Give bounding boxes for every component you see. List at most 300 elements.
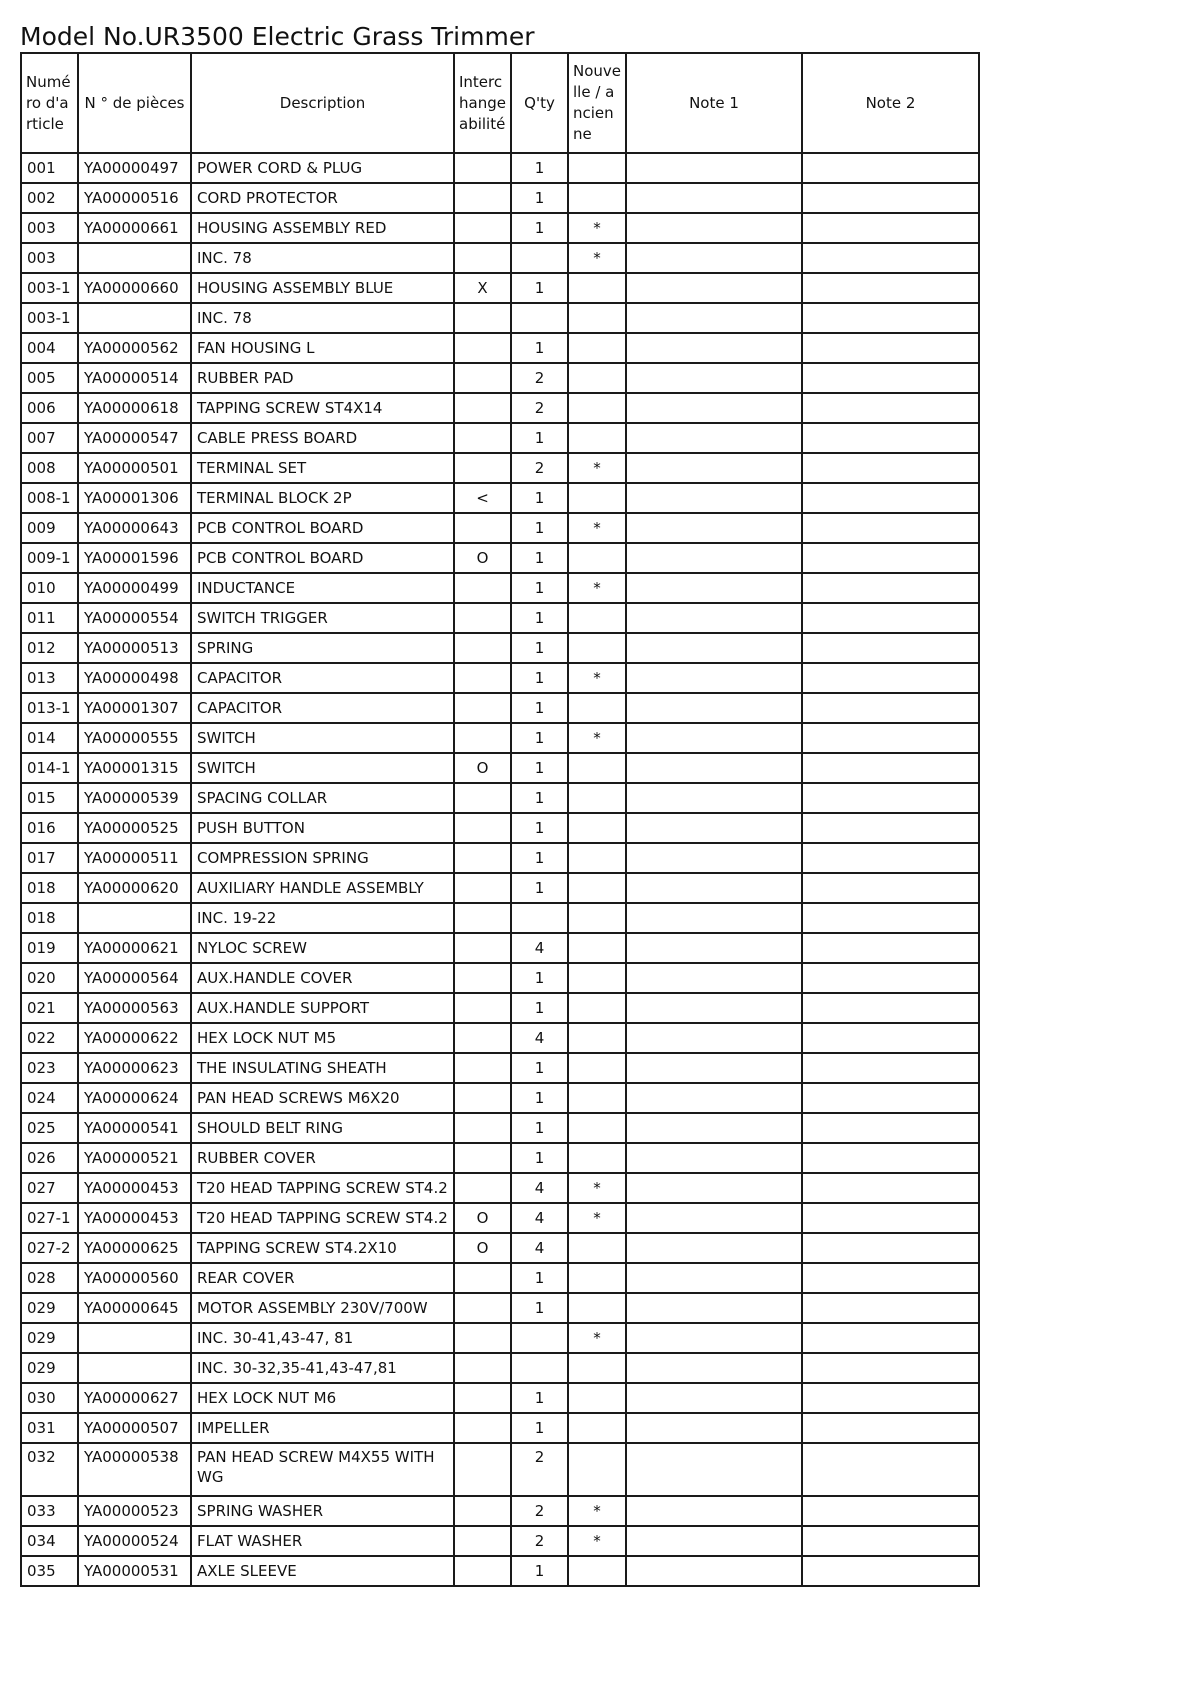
table-row [21, 1023, 979, 1053]
header-interchangeability: Interchangeabilité [454, 53, 511, 153]
cell-interchangeability [454, 993, 511, 1023]
cell-interchangeability [454, 153, 511, 183]
cell-item-number: 025 [21, 1113, 78, 1143]
cell-quantity: 1 [511, 963, 568, 993]
cell-part-number: YA00000643 [78, 513, 191, 543]
table-row [21, 1173, 979, 1203]
cell-note-1 [626, 753, 802, 783]
cell-new-old: * [568, 573, 626, 603]
cell-quantity [511, 903, 568, 933]
cell-new-old: * [568, 1526, 626, 1556]
cell-note-1 [626, 1353, 802, 1383]
cell-note-1 [626, 1203, 802, 1233]
cell-quantity: 4 [511, 1203, 568, 1233]
table-row [21, 1203, 979, 1233]
cell-note-1 [626, 363, 802, 393]
cell-note-1 [626, 303, 802, 333]
cell-part-number: YA00000562 [78, 333, 191, 363]
table-row [21, 363, 979, 393]
cell-part-number: YA00000513 [78, 633, 191, 663]
cell-description: TAPPING SCREW ST4X14 [191, 393, 454, 423]
cell-interchangeability [454, 873, 511, 903]
cell-note-1 [626, 1143, 802, 1173]
cell-description: SWITCH [191, 723, 454, 753]
cell-part-number [78, 243, 191, 273]
cell-note-2 [802, 723, 979, 753]
cell-note-2 [802, 483, 979, 513]
cell-note-2 [802, 603, 979, 633]
cell-note-1 [626, 393, 802, 423]
cell-description: HEX LOCK NUT M5 [191, 1023, 454, 1053]
cell-new-old: * [568, 453, 626, 483]
cell-part-number: YA00001315 [78, 753, 191, 783]
cell-description: AUXILIARY HANDLE ASSEMBLY [191, 873, 454, 903]
cell-interchangeability [454, 1353, 511, 1383]
cell-interchangeability [454, 183, 511, 213]
cell-item-number: 029 [21, 1353, 78, 1383]
cell-interchangeability [454, 783, 511, 813]
cell-item-number: 014 [21, 723, 78, 753]
cell-note-2 [802, 183, 979, 213]
cell-part-number: YA00000523 [78, 1496, 191, 1526]
cell-note-1 [626, 153, 802, 183]
table-row [21, 1556, 979, 1586]
cell-interchangeability [454, 513, 511, 543]
cell-new-old: * [568, 1203, 626, 1233]
cell-quantity: 1 [511, 483, 568, 513]
cell-note-2 [802, 1353, 979, 1383]
table-row [21, 333, 979, 363]
cell-new-old: * [568, 663, 626, 693]
cell-description: T20 HEAD TAPPING SCREW ST4.2 [191, 1203, 454, 1233]
header-note-1: Note 1 [626, 53, 802, 153]
cell-note-1 [626, 633, 802, 663]
cell-quantity: 1 [511, 213, 568, 243]
cell-description: SWITCH [191, 753, 454, 783]
cell-interchangeability [454, 363, 511, 393]
cell-note-2 [802, 573, 979, 603]
cell-note-2 [802, 243, 979, 273]
table-row [21, 573, 979, 603]
cell-new-old [568, 333, 626, 363]
cell-item-number: 016 [21, 813, 78, 843]
cell-part-number [78, 303, 191, 333]
cell-description: NYLOC SCREW [191, 933, 454, 963]
table-row [21, 1263, 979, 1293]
cell-note-2 [802, 1413, 979, 1443]
cell-item-number: 032 [21, 1443, 78, 1496]
header-item-number: Numéro d'article [21, 53, 78, 153]
cell-new-old [568, 633, 626, 663]
cell-part-number: YA00000516 [78, 183, 191, 213]
cell-note-1 [626, 663, 802, 693]
cell-item-number: 019 [21, 933, 78, 963]
cell-part-number: YA00000521 [78, 1143, 191, 1173]
cell-item-number: 003 [21, 213, 78, 243]
cell-note-1 [626, 273, 802, 303]
cell-part-number: YA00000564 [78, 963, 191, 993]
cell-description: CABLE PRESS BOARD [191, 423, 454, 453]
cell-quantity: 1 [511, 633, 568, 663]
cell-note-1 [626, 1413, 802, 1443]
cell-note-2 [802, 1113, 979, 1143]
cell-part-number: YA00000501 [78, 453, 191, 483]
cell-note-1 [626, 1556, 802, 1586]
cell-note-2 [802, 783, 979, 813]
cell-note-1 [626, 813, 802, 843]
cell-note-1 [626, 243, 802, 273]
table-row [21, 993, 979, 1023]
cell-note-2 [802, 1323, 979, 1353]
cell-part-number: YA00000507 [78, 1413, 191, 1443]
table-row [21, 963, 979, 993]
cell-interchangeability [454, 1263, 511, 1293]
cell-note-1 [626, 1023, 802, 1053]
cell-note-2 [802, 1496, 979, 1526]
cell-note-1 [626, 723, 802, 753]
cell-new-old [568, 1053, 626, 1083]
cell-interchangeability [454, 1173, 511, 1203]
cell-note-2 [802, 813, 979, 843]
table-row [21, 633, 979, 663]
cell-interchangeability [454, 333, 511, 363]
cell-new-old [568, 1023, 626, 1053]
cell-note-2 [802, 273, 979, 303]
cell-description: RUBBER PAD [191, 363, 454, 393]
cell-note-2 [802, 513, 979, 543]
cell-new-old [568, 153, 626, 183]
cell-item-number: 012 [21, 633, 78, 663]
table-row [21, 693, 979, 723]
parts-table [20, 52, 980, 1587]
cell-description: TAPPING SCREW ST4.2X10 [191, 1233, 454, 1263]
cell-note-1 [626, 573, 802, 603]
cell-interchangeability [454, 423, 511, 453]
cell-part-number: YA00000525 [78, 813, 191, 843]
cell-part-number: YA00001596 [78, 543, 191, 573]
cell-quantity: 1 [511, 693, 568, 723]
cell-note-1 [626, 513, 802, 543]
table-row [21, 1113, 979, 1143]
cell-quantity: 1 [511, 1263, 568, 1293]
cell-item-number: 021 [21, 993, 78, 1023]
cell-part-number: YA00000511 [78, 843, 191, 873]
cell-interchangeability [454, 1053, 511, 1083]
cell-part-number: YA00000453 [78, 1203, 191, 1233]
cell-interchangeability [454, 303, 511, 333]
cell-description: PCB CONTROL BOARD [191, 543, 454, 573]
cell-item-number: 007 [21, 423, 78, 453]
cell-interchangeability [454, 1496, 511, 1526]
cell-part-number: YA00000625 [78, 1233, 191, 1263]
cell-part-number: YA00001307 [78, 693, 191, 723]
cell-description: SPRING WASHER [191, 1496, 454, 1526]
cell-description: HOUSING ASSEMBLY BLUE [191, 273, 454, 303]
cell-description: IMPELLER [191, 1413, 454, 1443]
cell-note-1 [626, 213, 802, 243]
cell-part-number: YA00000623 [78, 1053, 191, 1083]
cell-new-old [568, 1233, 626, 1263]
cell-item-number: 033 [21, 1496, 78, 1526]
cell-item-number: 015 [21, 783, 78, 813]
cell-quantity: 1 [511, 423, 568, 453]
cell-item-number: 018 [21, 903, 78, 933]
table-row [21, 933, 979, 963]
cell-quantity [511, 1323, 568, 1353]
table-row [21, 843, 979, 873]
cell-part-number: YA00000621 [78, 933, 191, 963]
cell-description: THE INSULATING SHEATH [191, 1053, 454, 1083]
cell-note-2 [802, 543, 979, 573]
table-row [21, 603, 979, 633]
cell-item-number: 002 [21, 183, 78, 213]
cell-part-number: YA00000645 [78, 1293, 191, 1323]
cell-interchangeability [454, 843, 511, 873]
cell-description: COMPRESSION SPRING [191, 843, 454, 873]
cell-description: SPRING [191, 633, 454, 663]
cell-new-old [568, 753, 626, 783]
cell-interchangeability [454, 663, 511, 693]
cell-interchangeability [454, 393, 511, 423]
table-row [21, 1443, 979, 1496]
header-note-2: Note 2 [802, 53, 979, 153]
cell-new-old: * [568, 243, 626, 273]
table-row [21, 1383, 979, 1413]
cell-new-old [568, 1143, 626, 1173]
cell-description: CORD PROTECTOR [191, 183, 454, 213]
table-row [21, 723, 979, 753]
cell-quantity: 2 [511, 1443, 568, 1496]
cell-note-1 [626, 1233, 802, 1263]
cell-part-number: YA00000524 [78, 1526, 191, 1556]
cell-item-number: 008-1 [21, 483, 78, 513]
cell-note-1 [626, 1323, 802, 1353]
cell-note-2 [802, 303, 979, 333]
cell-description: AXLE SLEEVE [191, 1556, 454, 1586]
cell-item-number: 027-1 [21, 1203, 78, 1233]
cell-new-old [568, 1113, 626, 1143]
cell-note-2 [802, 1023, 979, 1053]
cell-note-2 [802, 1143, 979, 1173]
table-row [21, 1413, 979, 1443]
cell-interchangeability [454, 1293, 511, 1323]
cell-interchangeability [454, 723, 511, 753]
cell-new-old [568, 423, 626, 453]
cell-interchangeability [454, 903, 511, 933]
cell-new-old [568, 963, 626, 993]
table-header [21, 53, 979, 153]
cell-interchangeability: O [454, 1203, 511, 1233]
cell-new-old: * [568, 213, 626, 243]
cell-part-number [78, 1353, 191, 1383]
cell-description: TERMINAL BLOCK 2P [191, 483, 454, 513]
cell-note-2 [802, 153, 979, 183]
cell-quantity: 2 [511, 1526, 568, 1556]
cell-note-2 [802, 333, 979, 363]
cell-note-1 [626, 1173, 802, 1203]
table-row [21, 1233, 979, 1263]
table-row [21, 783, 979, 813]
cell-interchangeability [454, 243, 511, 273]
page-title: Model No.UR3500 Electric Grass Trimmer [20, 22, 535, 51]
cell-new-old [568, 1413, 626, 1443]
cell-new-old [568, 933, 626, 963]
cell-quantity [511, 303, 568, 333]
cell-note-2 [802, 1173, 979, 1203]
table-row [21, 273, 979, 303]
cell-quantity: 1 [511, 573, 568, 603]
cell-part-number: YA00000541 [78, 1113, 191, 1143]
header-new-old: Nouvelle / ancienne [568, 53, 626, 153]
cell-description: TERMINAL SET [191, 453, 454, 483]
cell-new-old [568, 1353, 626, 1383]
cell-note-2 [802, 1443, 979, 1496]
cell-new-old: * [568, 1496, 626, 1526]
cell-new-old [568, 693, 626, 723]
cell-interchangeability [454, 1323, 511, 1353]
header-part-number: N ° de pièces [78, 53, 191, 153]
cell-quantity [511, 1353, 568, 1383]
cell-quantity: 1 [511, 1293, 568, 1323]
cell-item-number: 029 [21, 1293, 78, 1323]
cell-note-1 [626, 963, 802, 993]
cell-part-number: YA00001306 [78, 483, 191, 513]
cell-interchangeability: X [454, 273, 511, 303]
cell-description: FAN HOUSING L [191, 333, 454, 363]
cell-note-2 [802, 1233, 979, 1263]
table-row [21, 243, 979, 273]
cell-quantity: 1 [511, 783, 568, 813]
cell-quantity: 1 [511, 753, 568, 783]
cell-note-1 [626, 1383, 802, 1413]
cell-part-number [78, 1323, 191, 1353]
header-row [21, 53, 979, 153]
table-row [21, 423, 979, 453]
cell-description: T20 HEAD TAPPING SCREW ST4.2 [191, 1173, 454, 1203]
cell-note-1 [626, 453, 802, 483]
cell-item-number: 001 [21, 153, 78, 183]
cell-note-2 [802, 903, 979, 933]
cell-description: SPACING COLLAR [191, 783, 454, 813]
cell-part-number: YA00000627 [78, 1383, 191, 1413]
table-row [21, 1526, 979, 1556]
cell-description: RUBBER COVER [191, 1143, 454, 1173]
cell-quantity: 1 [511, 1556, 568, 1586]
cell-note-2 [802, 1263, 979, 1293]
table-row [21, 1353, 979, 1383]
cell-note-1 [626, 843, 802, 873]
cell-description: POWER CORD & PLUG [191, 153, 454, 183]
cell-quantity: 1 [511, 513, 568, 543]
cell-part-number: YA00000499 [78, 573, 191, 603]
cell-interchangeability [454, 1383, 511, 1413]
cell-new-old [568, 183, 626, 213]
table-row [21, 1083, 979, 1113]
cell-note-1 [626, 1496, 802, 1526]
table-row [21, 903, 979, 933]
cell-part-number: YA00000547 [78, 423, 191, 453]
table-row [21, 513, 979, 543]
table-row [21, 1293, 979, 1323]
cell-quantity: 2 [511, 1496, 568, 1526]
cell-description: PCB CONTROL BOARD [191, 513, 454, 543]
cell-part-number: YA00000555 [78, 723, 191, 753]
cell-quantity: 1 [511, 1083, 568, 1113]
cell-item-number: 031 [21, 1413, 78, 1443]
cell-part-number: YA00000531 [78, 1556, 191, 1586]
table-body [21, 153, 979, 1586]
cell-interchangeability: < [454, 483, 511, 513]
cell-item-number: 004 [21, 333, 78, 363]
cell-part-number: YA00000538 [78, 1443, 191, 1496]
cell-part-number: YA00000453 [78, 1173, 191, 1203]
table-row [21, 663, 979, 693]
cell-interchangeability [454, 1443, 511, 1496]
cell-note-1 [626, 423, 802, 453]
cell-quantity: 1 [511, 663, 568, 693]
cell-item-number: 005 [21, 363, 78, 393]
cell-quantity [511, 243, 568, 273]
cell-quantity: 1 [511, 1143, 568, 1173]
table-row [21, 543, 979, 573]
cell-item-number: 003-1 [21, 303, 78, 333]
cell-new-old: * [568, 513, 626, 543]
cell-note-2 [802, 453, 979, 483]
cell-description: PAN HEAD SCREWS M6X20 [191, 1083, 454, 1113]
cell-quantity: 4 [511, 1173, 568, 1203]
cell-part-number: YA00000620 [78, 873, 191, 903]
cell-note-1 [626, 933, 802, 963]
cell-new-old [568, 363, 626, 393]
cell-note-2 [802, 873, 979, 903]
cell-interchangeability [454, 573, 511, 603]
cell-note-1 [626, 993, 802, 1023]
cell-interchangeability [454, 963, 511, 993]
cell-item-number: 009 [21, 513, 78, 543]
cell-part-number [78, 903, 191, 933]
cell-part-number: YA00000497 [78, 153, 191, 183]
cell-new-old [568, 873, 626, 903]
cell-part-number: YA00000514 [78, 363, 191, 393]
cell-quantity: 4 [511, 933, 568, 963]
cell-item-number: 027 [21, 1173, 78, 1203]
cell-note-1 [626, 1293, 802, 1323]
cell-note-2 [802, 393, 979, 423]
cell-part-number: YA00000560 [78, 1263, 191, 1293]
table-row [21, 393, 979, 423]
table-row [21, 483, 979, 513]
cell-note-2 [802, 1383, 979, 1413]
table-row [21, 813, 979, 843]
cell-item-number: 006 [21, 393, 78, 423]
cell-note-1 [626, 1113, 802, 1143]
cell-quantity: 1 [511, 1413, 568, 1443]
cell-quantity: 1 [511, 273, 568, 303]
cell-note-2 [802, 1083, 979, 1113]
cell-description: INC. 30-32,35-41,43-47,81 [191, 1353, 454, 1383]
cell-interchangeability [454, 1113, 511, 1143]
cell-note-2 [802, 633, 979, 663]
table-row [21, 453, 979, 483]
cell-part-number: YA00000622 [78, 1023, 191, 1053]
cell-note-1 [626, 1263, 802, 1293]
cell-description: INDUCTANCE [191, 573, 454, 603]
cell-item-number: 003 [21, 243, 78, 273]
cell-note-2 [802, 663, 979, 693]
table-row [21, 753, 979, 783]
cell-note-2 [802, 363, 979, 393]
cell-description: INC. 19-22 [191, 903, 454, 933]
